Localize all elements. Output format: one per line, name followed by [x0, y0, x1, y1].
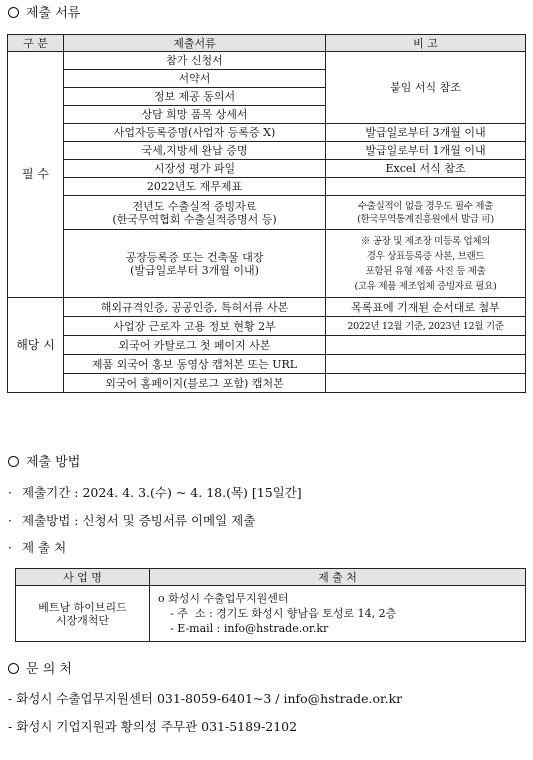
submission-method — [8, 513, 255, 529]
hollow-circle-icon — [8, 456, 19, 467]
doc-cell: 2022년도 재무제표 — [64, 178, 326, 196]
doc-cell: 외국어 홈페이지(블로그 포함) 캡처본 — [64, 374, 326, 393]
center-name: o 화성시 수출업무지원센터 — [158, 592, 289, 605]
submission-place-label — [8, 540, 66, 556]
period-text: 제출기간 : 2024. 4. 3.(수) ~ 4. 18.(목) [15일간] — [22, 485, 302, 500]
center-address: - 주 소 : 경기도 화성시 향남읍 토성로 14, 2층 — [170, 607, 397, 620]
group-required: 필 수 — [8, 52, 64, 298]
hollow-circle-icon — [8, 7, 19, 18]
doc-cell: 외국어 카탈로그 첫 페이지 사본 — [64, 336, 326, 355]
section-title: 문 의 처 — [26, 662, 72, 677]
note-cell — [326, 374, 526, 393]
doc-cell: 해외규격인증, 공공인증, 특허서류 사본 — [64, 298, 326, 317]
contact-line-2: - 화성시 기업지원과 황의성 주무관 031-5189-2102 — [8, 719, 298, 734]
header-business: 사 업 명 — [16, 569, 150, 586]
doc-cell: 전년도 수출실적 증빙자료 (한국무역협회 수출실적증명서 등) — [64, 196, 326, 230]
header-remarks: 비 고 — [326, 35, 526, 52]
doc-cell: 서약서 — [64, 70, 326, 88]
submission-period — [8, 485, 302, 501]
doc-cell: 상담 희망 품목 상세서 — [64, 106, 326, 124]
bullet-dot-icon: · — [8, 485, 12, 500]
group-applicable: 해당 시 — [8, 298, 64, 393]
contact-line-1: - 화성시 수출업무지원센터 031-8059-6401~3 / info@hstrade.or.kr — [8, 691, 403, 706]
section-title: 제출 방법 — [26, 455, 81, 470]
note-cell-merged: 붙임 서식 참조 — [326, 52, 526, 124]
note-cell: 2022년 12월 기준, 2023년 12월 기준 — [326, 317, 526, 336]
doc-cell: 시장성 평가 파일 — [64, 160, 326, 178]
section-title: 제출 서류 — [26, 6, 81, 21]
header-documents: 제출서류 — [64, 35, 326, 52]
section-submission-method-heading — [8, 455, 80, 471]
section-submission-docs-heading — [8, 6, 80, 22]
submission-place-table — [15, 568, 526, 642]
doc-cell: 공장등록증 또는 건축물 대장 (발급일로부터 3개월 이내) — [64, 230, 326, 298]
center-email: - E-mail : info@hstrade.or.kr — [170, 622, 329, 635]
note-cell: 발급일로부터 1개월 이내 — [326, 142, 526, 160]
header-submit-to: 제 출 처 — [150, 569, 526, 586]
doc-cell: 국세,지방세 완납 증명 — [64, 142, 326, 160]
note-cell — [326, 336, 526, 355]
submission-docs-table — [7, 34, 526, 393]
note-cell: 목록표에 기재된 순서대로 첨부 — [326, 298, 526, 317]
note-cell — [326, 355, 526, 374]
doc-cell: 사업자등록증명(사업자 등록증 X) — [64, 124, 326, 142]
hollow-circle-icon — [8, 663, 19, 674]
doc-cell: 제품 외국어 홍보 동영상 캡처본 또는 URL — [64, 355, 326, 374]
note-cell: 발급일로부터 3개월 이내 — [326, 124, 526, 142]
place-text: 제 출 처 — [22, 540, 67, 555]
method-text: 제출방법 : 신청서 및 증빙서류 이메일 제출 — [22, 513, 256, 528]
header-category: 구 분 — [8, 35, 64, 52]
note-cell — [326, 178, 526, 196]
note-cell: ※ 공장 및 제조장 미등록 업체의 경우 상표등록증 사본, 브랜드 포함된 유형 제품 사진 등 제출 (고유 제품 제조업체 증빙자료 필요) — [326, 230, 526, 298]
business-name: 베트남 하이브리드 시장개척단 — [16, 586, 150, 642]
bullet-dot-icon: · — [8, 540, 12, 555]
section-inquiry-heading — [8, 662, 72, 678]
doc-cell: 정보 제공 동의서 — [64, 88, 326, 106]
bullet-dot-icon: · — [8, 513, 12, 528]
note-cell: 수출실적이 없을 경우도 필수 제출 (한국무역통계진흥원에서 발급 可) — [326, 196, 526, 230]
note-cell: Excel 서식 참조 — [326, 160, 526, 178]
doc-cell: 참가 신청서 — [64, 52, 326, 70]
doc-cell: 사업장 근로자 고용 정보 현황 2부 — [64, 317, 326, 336]
